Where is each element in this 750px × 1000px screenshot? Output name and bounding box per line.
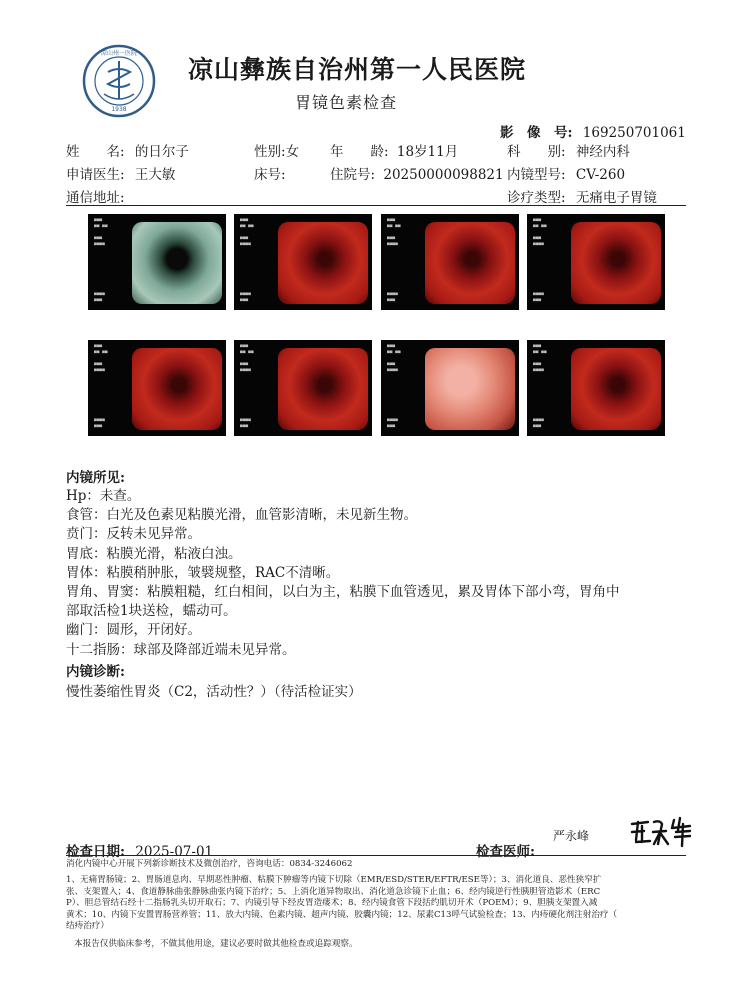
scope-value: CV-260 — [575, 167, 626, 183]
svg-text:1938: 1938 — [111, 106, 127, 113]
findings-title: 内镜所见: — [66, 470, 125, 486]
finding-line: Hp：未查。 — [66, 488, 141, 504]
esophagus-image — [88, 214, 226, 310]
body-fold-image — [88, 340, 226, 436]
name-label: 姓 名: — [66, 144, 125, 160]
dept-value: 神经内科 — [575, 144, 630, 160]
exam-date-field — [66, 840, 213, 860]
report-title: 胃镜色素检查 — [295, 93, 398, 112]
endoscope-view — [425, 222, 515, 304]
scope-field — [507, 163, 625, 183]
overlay-text: ■■■ ■■ ■■ ■■■ ■■■■ — [240, 218, 254, 247]
diagnosis-text: 慢性萎缩性胃炎（C2，活动性？）（待活检证实） — [66, 684, 362, 700]
hospital-name: 凉山彝族自治州第一人民医院 — [188, 55, 527, 84]
overlay-text: ■■■ ■■ ■■ ■■■ ■■■■ — [533, 344, 547, 373]
footer-service-line: 结痔治疗） — [66, 921, 109, 931]
image-no-row — [500, 121, 686, 141]
endoscope-view — [278, 222, 368, 304]
svg-text:凉山州一医院: 凉山州一医院 — [100, 50, 138, 57]
address-field — [66, 186, 125, 206]
endoscope-view — [425, 348, 515, 430]
overlay-text: ■■■■ ■■■ — [94, 418, 105, 429]
visit-type-field — [507, 186, 657, 206]
endoscope-view — [132, 222, 222, 304]
footer-service-line: 1、无痛胃肠镜；2、胃肠道息肉、早期恶性肿瘤、粘膜下肿瘤等内镜下切除（EMR/ESD/STER/EFTR/ESE等）；3、消化道良、恶性狭窄扩 — [66, 875, 602, 885]
name-field — [66, 140, 189, 160]
body-image — [527, 214, 665, 310]
inpatient-field — [330, 163, 504, 183]
endoscope-view — [278, 348, 368, 430]
finding-line: 胃底：粘膜光滑，粘液白浊。 — [66, 545, 242, 562]
overlay-text: ■■■■ ■■■ — [533, 292, 544, 303]
endoscope-view — [571, 222, 661, 304]
angle-image — [234, 340, 372, 436]
age-field — [330, 140, 458, 160]
exam-date-value: 2025-07-01 — [135, 844, 214, 860]
finding-line: 胃角、胃窦：粘膜粗糙，红白相间，以白为主，粘膜下血管透见，累及胃体下部小弯，胃角中 — [66, 584, 620, 600]
endoscope-view — [571, 348, 661, 430]
antrum-image — [381, 340, 519, 436]
inpatient-label: 住院号: — [330, 167, 376, 183]
age-value: 18岁11月 — [396, 144, 459, 160]
overlay-text: ■■■■ ■■■ — [387, 292, 398, 303]
sex-field — [254, 140, 299, 160]
finding-line: 十二指肠：球部及降部近端未见异常。 — [66, 641, 296, 658]
finding-line: 食管：白光及色素见粘膜光滑，血管影清晰，未见新生物。 — [66, 507, 417, 524]
doctor-signature — [628, 814, 698, 848]
overlay-text: ■■■■ ■■■ — [533, 418, 544, 429]
doctor-name-print: 严永峰 — [553, 829, 590, 843]
overlay-text: ■■■ ■■ ■■ ■■■ ■■■■ — [240, 344, 254, 373]
footer-disclaimer: 本报告仅供临床参考，不做其他用途，建议必要时做其他检查或追踪观察。 — [74, 939, 358, 949]
footer-service-line: 张、支架置入；4、食道静脉曲张静脉曲张内镜下治疗；5、上消化道异物取出、消化道急诊镜下止血；6、经内镜逆行性胰胆管造影术（ERC — [66, 886, 601, 897]
dept-field — [507, 140, 630, 160]
footer-service-line: P）、胆总管结石经十二指肠乳头切开取石；7、内镜引导下经皮胃造瘘术；8、经内镜食管下段括约肌切开术（POEM）；9、胆胰支架置入减 — [66, 898, 598, 908]
overlay-text: ■■■■ ■■■ — [387, 418, 398, 429]
cardia-image — [234, 214, 372, 310]
exam-date-label: 检查日期: — [66, 844, 125, 860]
footer-service-line: 黄术；10、内镜下安置胃肠营养管；11、放大内镜、色素内镜、超声内镜、胶囊内镜；12、尿素C13呼气试验检查；13、内痔硬化剂注射治疗（ — [66, 909, 618, 920]
header-divider — [66, 205, 686, 206]
hospital-logo — [82, 44, 156, 118]
bed-label: 床号: — [254, 167, 286, 183]
address-label: 通信地址: — [66, 190, 125, 206]
name-value: 的日尔子 — [134, 144, 189, 160]
overlay-text: ■■■ ■■ ■■ ■■■ ■■■■ — [94, 344, 108, 373]
overlay-text: ■■■ ■■ ■■ ■■■ ■■■■ — [533, 218, 547, 247]
overlay-text: ■■■ ■■ ■■ ■■■ ■■■■ — [94, 218, 108, 247]
visit-type-value: 无痛电子胃镜 — [575, 190, 657, 206]
bed-field — [254, 163, 286, 183]
overlay-text: ■■■■ ■■■ — [240, 418, 251, 429]
fundus-image — [381, 214, 519, 310]
overlay-text: ■■■■ ■■■ — [240, 292, 251, 303]
footer-divider — [66, 855, 686, 856]
inpatient-value: 20250000098821 — [383, 167, 504, 183]
sex-label: 性别: — [254, 144, 286, 160]
doctor-value: 王大敏 — [134, 167, 176, 183]
duodenum-image — [527, 340, 665, 436]
footer-contact: 消化内镜中心开展下列新诊断技术及微创治疗，咨询电话：0834-3246062 — [66, 859, 353, 869]
sex-value: 女 — [285, 144, 300, 160]
exam-doctor-label: 检查医师: — [476, 844, 535, 860]
overlay-text: ■■■■ ■■■ — [94, 292, 105, 303]
overlay-text: ■■■ ■■ ■■ ■■■ ■■■■ — [387, 344, 401, 373]
image-no-value: 169250701061 — [582, 125, 686, 141]
finding-line: 贲门：反转未见异常。 — [66, 526, 201, 543]
finding-line: 胃体：粘膜稍肿胀，皱襞规整，RAC不清晰。 — [66, 564, 340, 581]
endoscope-view — [132, 348, 222, 430]
doctor-label: 申请医生: — [66, 167, 125, 183]
image-no-label: 影 像 号: — [500, 125, 573, 141]
scope-label: 内镜型号: — [507, 167, 566, 183]
diagnosis-title: 内镜诊断: — [66, 664, 125, 680]
doctor-field — [66, 163, 175, 183]
exam-doctor-field — [476, 840, 535, 860]
overlay-text: ■■■ ■■ ■■ ■■■ ■■■■ — [387, 218, 401, 247]
dept-label: 科 别: — [507, 144, 566, 160]
finding-line: 部取活检1块送检，蠕动可。 — [66, 603, 237, 620]
finding-line: 幽门：圆形，开闭好。 — [66, 622, 201, 639]
age-label: 年 龄: — [330, 144, 389, 160]
visit-type-label: 诊疗类型: — [507, 190, 566, 206]
